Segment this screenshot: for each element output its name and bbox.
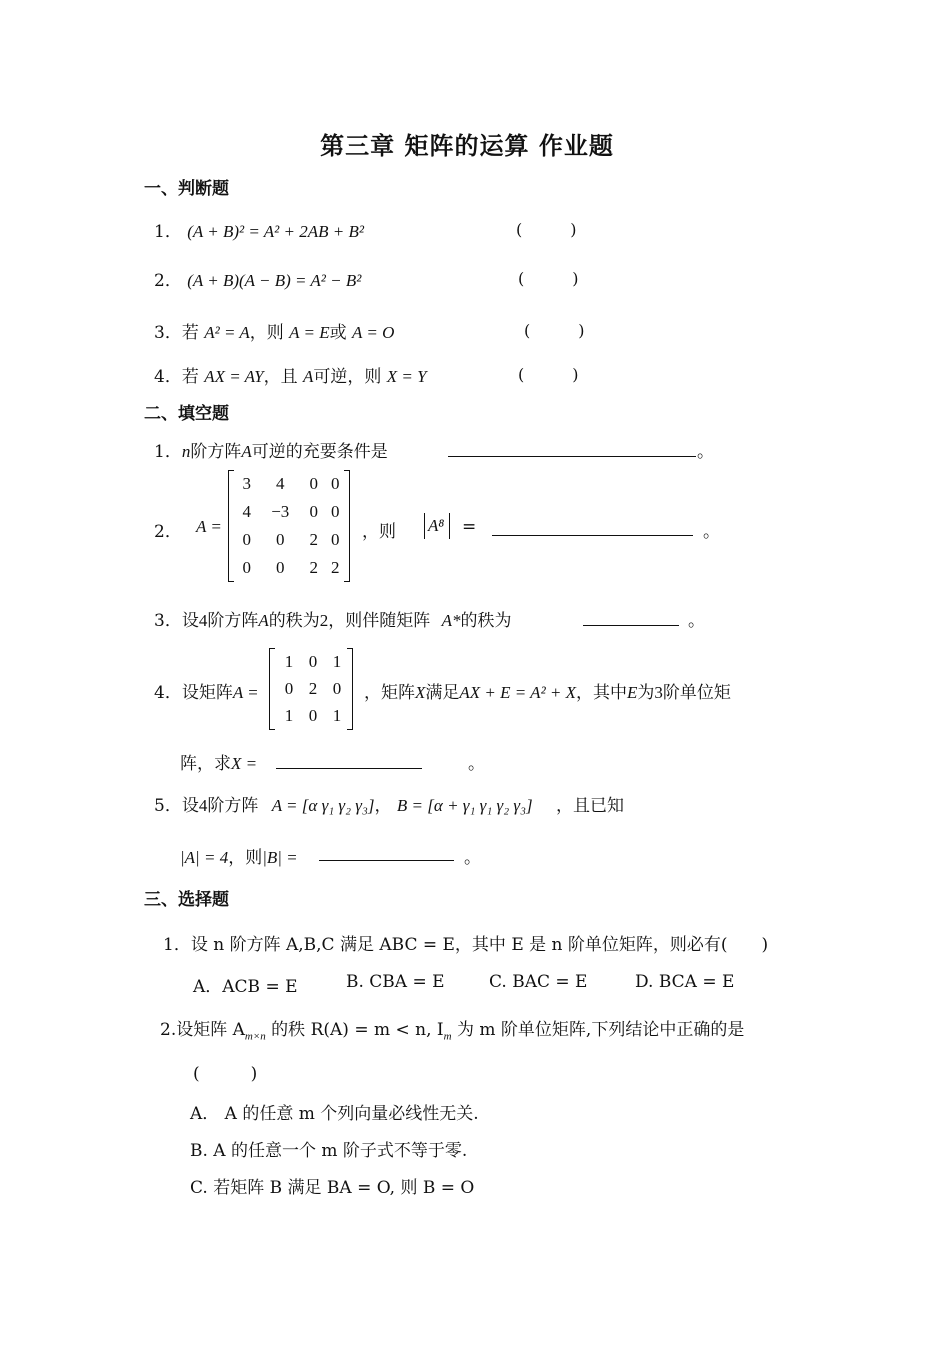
- formula: A = O: [352, 323, 395, 342]
- matrix-row: [236, 526, 346, 554]
- subscript: m×n: [244, 1030, 266, 1043]
- fill-question-4-line2: [180, 749, 257, 774]
- text: 设矩阵: [181, 683, 233, 703]
- matrix-row: [277, 648, 349, 675]
- section-heading-choice: 三、选择题: [144, 890, 229, 910]
- matrix-cell: 0: [332, 678, 342, 698]
- question-number: 3．: [154, 323, 182, 343]
- answer-blank[interactable]: [492, 535, 693, 536]
- choice-option-c[interactable]: C. BAC = E: [489, 972, 588, 992]
- text: 若: [181, 323, 199, 343]
- judge-question-1: [154, 217, 364, 242]
- formula: AX + E = A² + X: [459, 683, 577, 702]
- matrix-cell: 2: [309, 558, 319, 577]
- formula: 4: [198, 796, 208, 815]
- text: 阶方阵: [190, 442, 242, 462]
- formula: A*: [441, 611, 461, 630]
- fill-question-1: [154, 437, 388, 462]
- text: 2.设矩阵 A: [160, 1020, 245, 1040]
- matrix-cell: 2: [309, 530, 319, 549]
- text: 为: [637, 683, 655, 703]
- matrix-row: [277, 702, 349, 729]
- period: 。: [697, 442, 714, 462]
- matrix-cell: 0: [309, 474, 319, 493]
- formula: A² = A: [204, 323, 250, 342]
- judge-question-4: [154, 362, 427, 387]
- formula: X: [415, 683, 426, 702]
- text: 可逆，则: [313, 367, 382, 387]
- period: 。: [688, 611, 705, 631]
- matrix-cell: 2: [331, 558, 340, 577]
- text: 的秩为: [460, 611, 512, 631]
- matrix-cell: 0: [331, 502, 340, 521]
- question-number: 3．: [154, 611, 182, 631]
- formula: 4: [198, 611, 208, 630]
- choice-option-b[interactable]: B. CBA = E: [346, 972, 445, 992]
- formula: |A| = 4: [180, 848, 229, 867]
- answer-blank[interactable]: [583, 625, 679, 626]
- text: 满足: [425, 683, 460, 703]
- text: ，其中: [576, 683, 628, 703]
- text: ，则: [249, 323, 284, 343]
- matrix-4x4: [228, 470, 350, 582]
- text: 或: [329, 323, 347, 343]
- text: 为 m 阶单位矩阵,下列结论中正确的是: [451, 1020, 745, 1040]
- fill-question-3: [154, 606, 512, 631]
- matrix-row: [236, 470, 346, 498]
- choice-option-b[interactable]: B. A 的任意一个 m 阶子式不等于零.: [190, 1141, 468, 1161]
- formula: (A + B)² = A² + 2AB + B²: [187, 222, 364, 241]
- period: 。: [468, 754, 485, 774]
- matrix-cell: 4: [276, 474, 285, 493]
- text: 设: [181, 611, 199, 631]
- formula: |B| =: [262, 848, 298, 867]
- question-number: 4．: [154, 683, 182, 703]
- matrix-cell: 0: [276, 530, 285, 549]
- formula: A = [α γ₁ γ₂ γ₃]: [271, 796, 375, 815]
- formula: A⁸: [428, 516, 445, 535]
- formula: A: [241, 442, 252, 461]
- matrix-cell: 0: [331, 474, 340, 493]
- question-number: 2．: [154, 271, 182, 291]
- matrix-cell: 4: [242, 502, 251, 521]
- matrix-cell: 0: [276, 558, 285, 577]
- matrix-cell: 3: [242, 474, 251, 493]
- formula: X =: [231, 754, 258, 773]
- formula: AX = AY: [204, 367, 264, 386]
- period: 。: [703, 522, 720, 542]
- matrix-cell: 0: [308, 651, 318, 671]
- text: 的秩为: [268, 611, 320, 631]
- text: ，则伴随矩阵: [328, 611, 431, 631]
- choice-question-2: [160, 1015, 745, 1043]
- formula: 2: [319, 611, 329, 630]
- formula: A: [258, 611, 269, 630]
- formula: E: [627, 683, 638, 702]
- answer-paren: ( ): [516, 220, 577, 239]
- choice-option-a[interactable]: A．ACB = E: [193, 977, 298, 997]
- formula: X = Y: [386, 367, 427, 386]
- matrix-row: [236, 554, 346, 582]
- formula: A = E: [289, 323, 330, 342]
- text: ，则: [362, 522, 396, 542]
- fill-question-5: [154, 791, 624, 816]
- matrix-cell: 1: [332, 705, 342, 725]
- matrix-cell: 0: [242, 558, 251, 577]
- text: 阵，求: [180, 754, 231, 774]
- matrix-cell: 0: [309, 502, 319, 521]
- text: ，则: [228, 848, 263, 868]
- choice-question-1: 1．设 n 阶方阵 A,B,C 满足 ABC = E，其中 E 是 n 阶单位矩阵，则必有( ): [163, 935, 769, 955]
- text: 的秩 R(A) = m < n, I: [265, 1020, 444, 1040]
- answer-blank[interactable]: [276, 768, 422, 769]
- text: =: [462, 517, 477, 537]
- matrix-3x3: [269, 648, 353, 730]
- choice-option-c[interactable]: C. 若矩阵 B 满足 BA = O, 则 B = O: [190, 1178, 475, 1198]
- det-bar-right: [449, 513, 450, 539]
- section-heading-fill: 二、填空题: [144, 404, 229, 424]
- formula: A: [302, 367, 314, 386]
- choice-option-a[interactable]: A． A 的任意 m 个列向量必线性无关.: [190, 1104, 479, 1124]
- matrix-cell: 1: [284, 651, 294, 671]
- answer-paren: ( ): [524, 321, 585, 340]
- text: 若: [181, 367, 199, 387]
- formula: A =: [196, 517, 222, 536]
- matrix-cell: 1: [284, 705, 294, 725]
- choice-option-d[interactable]: D. BCA = E: [635, 972, 735, 992]
- matrix-row: [277, 675, 349, 702]
- matrix-cell: 0: [308, 705, 318, 725]
- answer-blank[interactable]: [319, 860, 454, 861]
- formula: B = [α + γ₁ γ₁ γ₂ γ₃]: [396, 796, 533, 815]
- det-bar-left: [424, 513, 425, 539]
- matrix-cell: 0: [284, 678, 294, 698]
- period: 。: [464, 848, 481, 868]
- question-number: 2．: [154, 522, 182, 542]
- formula: (A + B)(A − B) = A² − B²: [187, 271, 362, 290]
- question-number: 5．: [154, 796, 182, 816]
- text: ，矩阵: [364, 683, 415, 703]
- question-number: 4．: [154, 367, 182, 387]
- fill-question-4-intro: [154, 678, 259, 703]
- text: ，且: [263, 367, 298, 387]
- matrix-cell: 0: [331, 530, 340, 549]
- answer-paren: ( ): [518, 269, 579, 288]
- text: 阶方阵: [207, 611, 259, 631]
- text: ，且已知: [556, 796, 624, 816]
- formula: 3: [654, 683, 663, 702]
- matrix-cell: 2: [308, 678, 318, 698]
- text: 可逆的充要条件是: [251, 442, 388, 462]
- fill-question-5-line2: [180, 843, 298, 868]
- subscript: m: [443, 1030, 452, 1043]
- fill-question-4-rest: [364, 678, 731, 703]
- question-number: 1．: [154, 222, 182, 242]
- text: 阶单位矩: [662, 683, 731, 703]
- matrix-row: [236, 498, 346, 526]
- matrix-cell: 0: [242, 530, 251, 549]
- question-number: 1．: [154, 442, 182, 462]
- matrix-cell: −3: [271, 502, 290, 521]
- formula: A =: [232, 683, 259, 702]
- text: 设: [181, 796, 199, 816]
- judge-question-2: [154, 266, 361, 291]
- text: ，: [374, 796, 392, 816]
- text: 阶方阵: [207, 796, 259, 816]
- formula: n: [181, 442, 191, 461]
- page-title: 第三章 矩阵的运算 作业题: [320, 131, 614, 160]
- judge-question-3: [154, 318, 394, 343]
- section-heading-judge: 一、判断题: [144, 179, 229, 199]
- answer-blank[interactable]: [448, 456, 696, 457]
- answer-paren: ( ): [193, 1064, 258, 1084]
- answer-paren: ( ): [518, 365, 579, 384]
- matrix-cell: 1: [332, 651, 342, 671]
